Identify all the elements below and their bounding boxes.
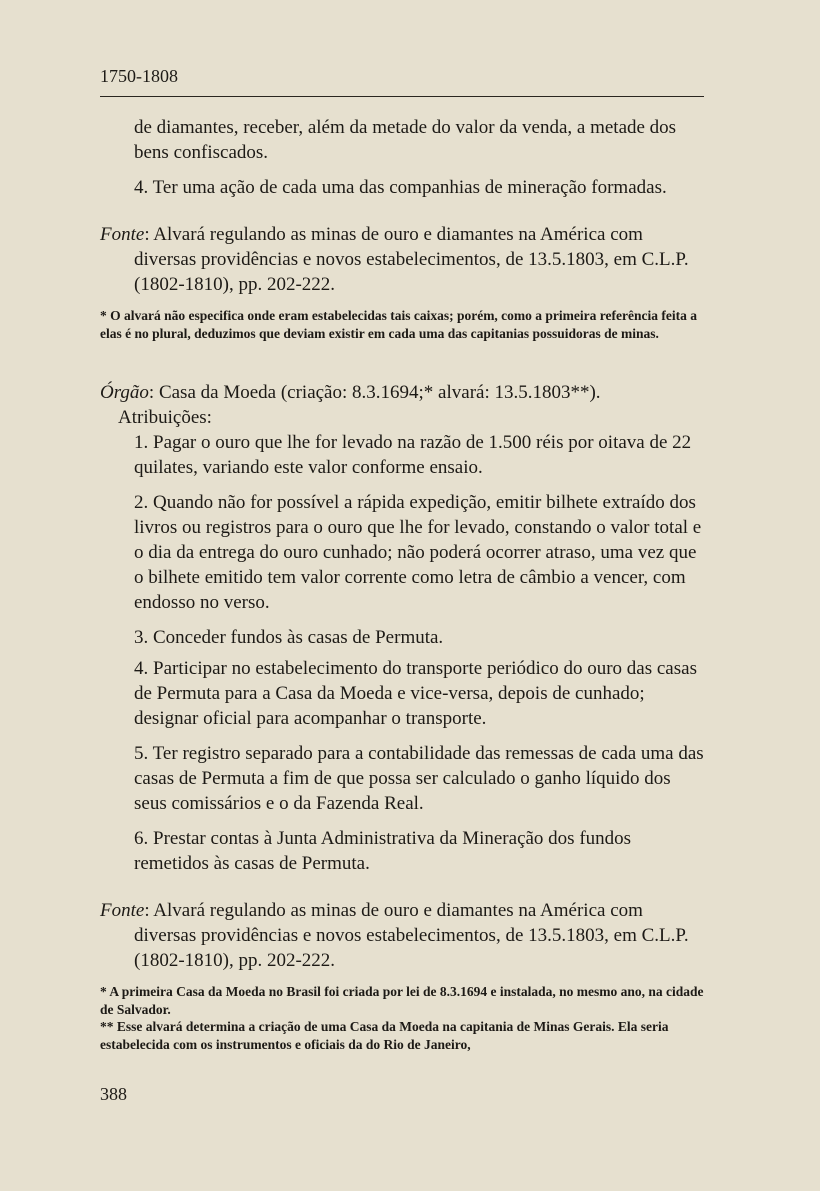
- atribuicao-6: 6. Prestar contas à Junta Administrativa da Mineração dos fundos remetidos às casas de Permuta.: [134, 828, 632, 874]
- intro-continuation: de diamantes, receber, além da metade do valor da venda, a metade dos bens confiscados.: [134, 117, 677, 163]
- header-rule: [100, 96, 704, 97]
- footnote-2: * A primeira Casa da Moeda no Brasil foi criada por lei de 8.3.1694 e instalada, no mesmo ano, na cidade de Salvador.: [100, 984, 704, 1017]
- atribuicao-2: 2. Quando não for possível a rápida expedição, emitir bilhete extraído dos livros ou registros para o ouro que lhe for levado, constando o valor total e o dia da entrega do ouro cunhado; não poderá ocorrer atraso, uma vez que o bilhete emitido tem valor corrente como letra de câmbio a vencer, com endosso no verso.: [134, 492, 702, 613]
- footnote-1: * O alvará não especifica onde eram estabelecidas tais caixas; porém, como a primeira referência feita a elas é no plural, deduzimos que deviam existir em cada uma das capitanias possuidoras de minas.: [100, 308, 697, 341]
- source-1-text: : Alvará regulando as minas de ouro e diamantes na América com diversas providências e novos estabelecimentos, de 13.5.1803, em C.L.P. (1802-1810), pp. 202-222.: [134, 224, 689, 295]
- atribuicao-4: 4. Participar no estabelecimento do transporte periódico do ouro das casas de Permuta para a Casa da Moeda e vice-versa, depois de cunhado; designar oficial para acompanhar o transporte.: [134, 658, 697, 729]
- atribuicao-1: 1. Pagar o ouro que lhe for levado na razão de 1.500 réis por oitava de 22 quilates, variando este valor conforme ensaio.: [134, 432, 692, 478]
- source-2-text: : Alvará regulando as minas de ouro e diamantes na América com diversas providências e novos estabelecimentos, de 13.5.1803, em C.L.P. (1802-1810), pp. 202-222.: [134, 900, 689, 971]
- running-header: 1750-1808: [100, 66, 178, 86]
- atribuicao-3: 3. Conceder fundos às casas de Permuta.: [134, 627, 444, 648]
- atribuicoes-heading: Atribuições:: [118, 407, 212, 428]
- footnote-3: ** Esse alvará determina a criação de uma Casa da Moeda na capitania de Minas Gerais. Ela seria estabelecida com os instrumentos e oficiais da do Rio de Janeiro,: [100, 1019, 669, 1052]
- source-2: [100, 898, 704, 973]
- source-1: [100, 222, 704, 297]
- orgao-line: [100, 380, 704, 405]
- intro-item-4: [100, 175, 704, 200]
- source-1-label: Fonte: [100, 224, 145, 245]
- intro-item-4-text: 4. Ter uma ação de cada uma das companhias de mineração formadas.: [134, 177, 667, 198]
- page-number: 388: [100, 1084, 127, 1104]
- source-2-label: Fonte: [100, 900, 145, 921]
- orgao-text: : Casa da Moeda (criação: 8.3.1694;* alvará: 13.5.1803**).: [148, 382, 601, 403]
- atribuicao-5: 5. Ter registro separado para a contabilidade das remessas de cada uma das casas de Permuta a fim de que possa ser calculado o ganho líquido dos seus comissários e o da Fazenda Real.: [134, 743, 704, 814]
- orgao-label: Órgão: [100, 382, 149, 403]
- page-body: [100, 115, 704, 1053]
